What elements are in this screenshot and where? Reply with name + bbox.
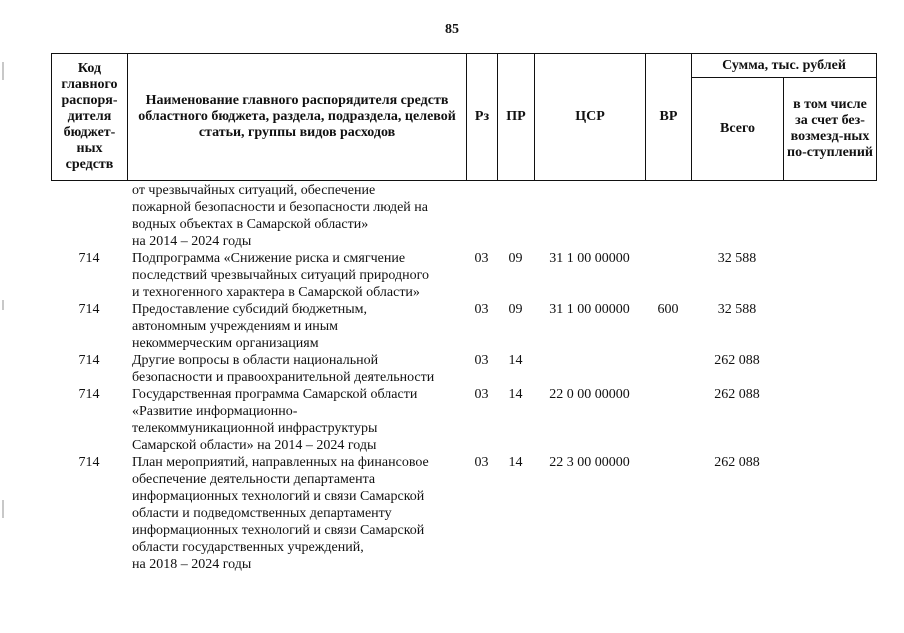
row-incl bbox=[783, 301, 876, 352]
row-total: 262 088 bbox=[714, 455, 760, 470]
row-name-line: Подпрограмма «Снижение риска и смягчение bbox=[132, 251, 406, 266]
row-total: 32 588 bbox=[717, 302, 757, 317]
row-name-line: и техногенного характера в Самарской области» bbox=[132, 285, 420, 300]
row-name-line: от чрезвычайных ситуаций, обеспечение bbox=[132, 183, 376, 198]
scan-mark bbox=[2, 62, 4, 80]
row-pr bbox=[497, 182, 534, 250]
header-csr: ЦСР bbox=[535, 54, 646, 181]
header-rz: Рз bbox=[467, 54, 498, 181]
row-name bbox=[127, 301, 466, 352]
row-vr bbox=[645, 250, 691, 301]
row-name-line: информационных технологий и связи Самарской bbox=[132, 489, 425, 504]
row-name-line: обеспечение деятельности департамента bbox=[132, 472, 376, 487]
row-name-line: области и подведомственных департаменту bbox=[132, 506, 392, 521]
row-name-line: на 2018 – 2024 годы bbox=[132, 557, 252, 572]
row-rz: 03 bbox=[474, 302, 489, 317]
row-name bbox=[127, 454, 466, 573]
row-pr: 14 bbox=[508, 455, 523, 470]
row-rz: 03 bbox=[474, 455, 489, 470]
row-name bbox=[127, 250, 466, 301]
header-name: Наименование главного распорядителя средств областного бюджета, раздела, подраздела, целевой статьи, группы видов расходов bbox=[128, 54, 467, 181]
row-incl bbox=[783, 182, 876, 250]
row-csr bbox=[534, 182, 645, 250]
row-csr: 22 0 00 00000 bbox=[549, 387, 630, 402]
row-pr: 14 bbox=[508, 353, 523, 368]
row-pr: 09 bbox=[508, 251, 523, 266]
row-code: 714 bbox=[78, 353, 100, 368]
row-total: 32 588 bbox=[717, 251, 757, 266]
row-csr: 31 1 00 00000 bbox=[549, 251, 630, 266]
row-code: 714 bbox=[78, 302, 100, 317]
header-incl: в том числе за счет без-возмезд-ных по-ступлений bbox=[784, 78, 877, 181]
row-csr: 22 3 00 00000 bbox=[549, 455, 630, 470]
row-vr bbox=[645, 454, 691, 573]
row-name-line: Предоставление субсидий бюджетным, bbox=[132, 302, 368, 317]
header-pr: ПР bbox=[498, 54, 535, 181]
scan-mark bbox=[2, 300, 4, 310]
header-code: Код главного распоря-дителя бюджет-ных средств bbox=[52, 54, 128, 181]
row-name-line: Самарской области» на 2014 – 2024 годы bbox=[132, 438, 377, 453]
row-csr: 31 1 00 00000 bbox=[549, 302, 630, 317]
table-row bbox=[51, 250, 876, 301]
row-name bbox=[127, 386, 466, 454]
row-name-line: автономным учреждениям и иным bbox=[132, 319, 339, 334]
page-number: 85 bbox=[445, 22, 459, 37]
row-rz bbox=[466, 182, 497, 250]
row-name-line: последствий чрезвычайных ситуаций природного bbox=[132, 268, 429, 283]
row-name-line: План мероприятий, направленных на финансовое bbox=[132, 455, 429, 470]
row-incl bbox=[783, 386, 876, 454]
row-total: 262 088 bbox=[714, 353, 760, 368]
row-code: 714 bbox=[78, 251, 100, 266]
row-total: 262 088 bbox=[714, 387, 760, 402]
row-name-line: Другие вопросы в области национальной bbox=[132, 353, 379, 368]
row-name-line: некоммерческим организациям bbox=[132, 336, 319, 351]
row-name bbox=[127, 182, 466, 250]
row-vr bbox=[645, 182, 691, 250]
row-incl bbox=[783, 454, 876, 573]
table-row bbox=[51, 182, 876, 250]
row-name-line: на 2014 – 2024 годы bbox=[132, 234, 252, 249]
table-row bbox=[51, 352, 876, 386]
table-row bbox=[51, 301, 876, 352]
table-row bbox=[51, 454, 876, 573]
row-name-line: области государственных учреждений, bbox=[132, 540, 364, 555]
row-name bbox=[127, 352, 466, 386]
header-vr: ВР bbox=[646, 54, 692, 181]
row-vr bbox=[645, 352, 691, 386]
row-vr: 600 bbox=[657, 302, 679, 317]
header-sum-group: Сумма, тыс. рублей bbox=[692, 54, 877, 78]
row-rz: 03 bbox=[474, 251, 489, 266]
row-csr bbox=[534, 352, 645, 386]
row-rz: 03 bbox=[474, 387, 489, 402]
table-body bbox=[51, 182, 876, 573]
row-pr: 09 bbox=[508, 302, 523, 317]
row-name-line: Государственная программа Самарской области bbox=[132, 387, 418, 402]
row-code: 714 bbox=[78, 387, 100, 402]
row-code bbox=[51, 182, 127, 250]
row-name-line: пожарной безопасности и безопасности людей на bbox=[132, 200, 428, 215]
row-code: 714 bbox=[78, 455, 100, 470]
row-name-line: «Развитие информационно- bbox=[132, 404, 298, 419]
row-name-line: телекоммуникационной инфраструктуры bbox=[132, 421, 378, 436]
row-incl bbox=[783, 352, 876, 386]
table-header bbox=[51, 53, 877, 181]
row-pr: 14 bbox=[508, 387, 523, 402]
header-total: Всего bbox=[692, 78, 784, 181]
row-name-line: водных объектах в Самарской области» bbox=[132, 217, 369, 232]
row-total bbox=[691, 182, 783, 250]
row-name-line: безопасности и правоохранительной деятельности bbox=[132, 370, 435, 385]
row-name-line: информационных технологий и связи Самарской bbox=[132, 523, 425, 538]
row-incl bbox=[783, 250, 876, 301]
table-row bbox=[51, 386, 876, 454]
row-vr bbox=[645, 386, 691, 454]
scan-mark bbox=[2, 500, 4, 518]
row-rz: 03 bbox=[474, 353, 489, 368]
